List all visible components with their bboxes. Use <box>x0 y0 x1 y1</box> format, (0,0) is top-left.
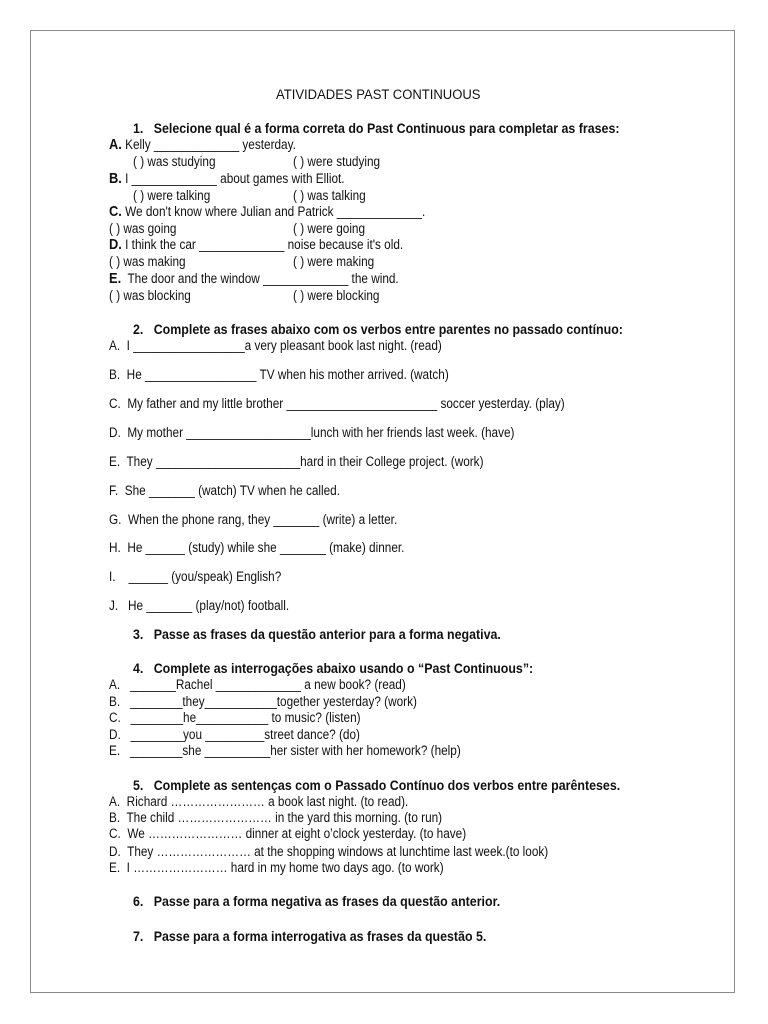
item-letter: D. <box>109 237 122 253</box>
q2-item: H. He ______ (study) while she _______ (make) dinner. <box>109 540 405 555</box>
option: ( ) were talking <box>133 188 211 203</box>
item-letter: E. <box>109 271 122 287</box>
q2-item: F. She _______ (watch) TV when he called. <box>109 483 341 498</box>
q7-heading: 7. Passe para a forma interrogativa as frases da questão 5. <box>133 929 487 944</box>
q1-item-b <box>109 171 345 187</box>
q1-item-a <box>109 137 296 153</box>
q4-item: B. ________they___________together yesterday? (work) <box>109 694 417 709</box>
q1-item-e <box>109 271 399 287</box>
option: ( ) were blocking <box>293 288 380 303</box>
q6-heading: 6. Passe para a forma negativa as frases da questão anterior. <box>133 894 501 909</box>
q2-item: B. He _________________ TV when his mother arrived. (watch) <box>109 367 449 382</box>
q4-item: E. ________she __________her sister with her homework? (help) <box>109 743 461 758</box>
q1-item-c <box>109 204 425 220</box>
q5-item: A. Richard …………………… a book last night. (to read). <box>109 794 409 809</box>
q5-item: E. I …………………… hard in my home two days ago. (to work) <box>109 860 444 875</box>
item-text: Kelly _____________ yesterday. <box>121 137 296 152</box>
item-text: The door and the window _____________ the wind. <box>121 271 399 286</box>
document-title: ATIVIDADES PAST CONTINUOUS <box>276 87 481 103</box>
q5-item: B. The child …………………… in the yard this morning. (to run) <box>109 810 443 825</box>
option: ( ) was studying <box>133 154 216 169</box>
option: ( ) was making <box>109 254 186 269</box>
q5-heading: 5. Complete as sentenças com o Passado Contínuo dos verbos entre parênteses. <box>133 778 621 793</box>
item-text: We don't know where Julian and Patrick _____________. <box>121 204 426 219</box>
q2-item: I. ______ (you/speak) English? <box>109 569 282 584</box>
q2-item: D. My mother ___________________lunch with her friends last week. (have) <box>109 425 515 440</box>
q1-heading: 1. Selecione qual é a forma correta do Past Continuous para completar as frases: <box>133 121 620 136</box>
option: ( ) was blocking <box>109 288 191 303</box>
option: ( ) was talking <box>293 188 366 203</box>
q2-item: J. He _______ (play/not) football. <box>109 598 290 613</box>
option: ( ) were going <box>293 221 366 236</box>
option: ( ) were studying <box>293 154 381 169</box>
q3-heading: 3. Passe as frases da questão anterior para a forma negativa. <box>133 627 501 642</box>
q4-heading: 4. Complete as interrogações abaixo usando o “Past Continuous”: <box>133 661 534 676</box>
item-text: I think the car _____________ noise because it's old. <box>121 237 404 252</box>
q5-item: D. They …………………… at the shopping windows at lunchtime last week.(to look) <box>109 844 549 859</box>
item-letter: A. <box>109 137 122 153</box>
q2-item: A. I _________________a very pleasant book last night. (read) <box>109 338 442 353</box>
q4-item: A. _______Rachel _____________ a new book? (read) <box>109 677 406 692</box>
item-text: I _____________ about games with Elliot. <box>121 171 345 186</box>
option: ( ) were making <box>293 254 375 269</box>
item-letter: C. <box>109 204 122 220</box>
item-letter: B. <box>109 171 122 187</box>
q2-item: E. They ______________________hard in their College project. (work) <box>109 454 484 469</box>
option: ( ) was going <box>109 221 177 236</box>
q5-item: C. We …………………… dinner at eight o’clock yesterday. (to have) <box>109 826 467 841</box>
q4-item: D. ________you _________street dance? (do) <box>109 727 360 742</box>
q2-item: G. When the phone rang, they _______ (write) a letter. <box>109 512 398 527</box>
q2-item: C. My father and my little brother _______________________ soccer yesterday. (play) <box>109 396 565 411</box>
q2-heading: 2. Complete as frases abaixo com os verbos entre parentes no passado contínuo: <box>133 322 623 337</box>
q1-item-d <box>109 237 403 253</box>
q4-item: C. ________he___________ to music? (listen) <box>109 710 361 725</box>
